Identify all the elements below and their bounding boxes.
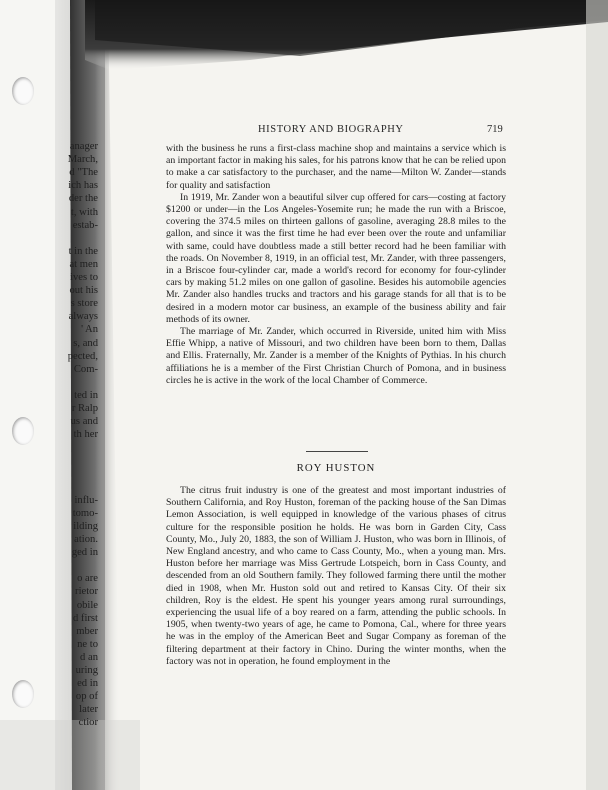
running-head: HISTORY AND BIOGRAPHY bbox=[258, 124, 404, 135]
left-page-line: d first bbox=[72, 612, 98, 624]
left-page-line: ' An bbox=[81, 324, 98, 336]
left-page-line: s store bbox=[70, 298, 98, 310]
body-paragraph: The marriage of Mr. Zander, which occurred in Riverside, united him with Miss Effie Whipp, a native of Missouri, and two children have been born to them, Dallas and Ellis. Fraternally, Mr. Zander is a member of the Knights of Pythias. In his church affiliations he is a member of the First Christian Church of Pomona, and in business circles he is active in the work of the local Chamber of Commerce. bbox=[166, 326, 506, 386]
body-paragraph: with the business he runs a first-class machine shop and maintains a service which is an important factor in making his sales, for his patrons know that he can be relied upon to make a car satisfactory to the purchaser, and the name—Milton W. Zander—stands for quality and satisfaction bbox=[166, 143, 506, 191]
left-page-line: pected, bbox=[67, 350, 98, 362]
left-page-line: ation. bbox=[74, 534, 98, 545]
left-page-line: ne to bbox=[77, 638, 98, 650]
page-number: 719 bbox=[487, 124, 503, 135]
left-page-line: influ- bbox=[74, 494, 98, 506]
left-page-line: t in the bbox=[68, 245, 98, 257]
huston-article bbox=[166, 485, 506, 668]
left-page-line: Com- bbox=[73, 363, 98, 375]
left-page-line: th her bbox=[73, 429, 98, 441]
left-page-line: us and bbox=[70, 416, 98, 428]
left-page-line: t, with bbox=[70, 206, 98, 218]
body-paragraph: In 1919, Mr. Zander won a beautiful silver cup offered for cars—costing at factory $1200 or under—in the Los Angeles-Yosemite run; he made the run with a Briscoe, covering the 374.5 miles on thirteen gallons of gasoline, averaging 28.8 miles to the gallon, and since it was the first time he had ever been over the route and unfamiliar with same, could have doubtless made a still better record had he been familiar with the roads. On November 8, 1919, in an official test, Mr. Zander, with three passengers, in a Briscoe four-cylinder car, made a world's record for economy for four-cylinder cars by making 51.2 miles on one gallon of gasoline. Besides his automobile agencies Mr. Zander also handles trucks and tractors and his garage stands for all that is to be desired in a modern motor car business, an example of the business ability and fair methods of its owner. bbox=[166, 191, 506, 325]
left-page-line: ilding bbox=[73, 520, 98, 532]
left-page-line: out his bbox=[69, 285, 98, 297]
left-page-line: tomo- bbox=[72, 507, 98, 519]
left-page-line: obile bbox=[76, 599, 98, 611]
left-page-line: always bbox=[68, 311, 98, 323]
left-page-line: ctior bbox=[78, 717, 98, 729]
left-page-line: uring bbox=[75, 665, 98, 676]
section-paragraph: The citrus fruit industry is one of the greatest and most important industries of Southern California, and Roy Huston, foreman of the packing house of the San Dimas Lemon Association, is well equipped in knowledge of the various phases of citrus culture for the responsible position he holds. He was born in Garden City, Cass County, Mo., July 20, 1883, the son of William J. Huston, who was born in Illinois, of New England ancestry, and who came to Cass County, Mo., when a young man. Mrs. Huston before her marriage was Miss Gertrude Lotspeich, born in Cass County, and descended from an old Southern family. They followed farming there until the mother died in 1908, when Mr. Huston sold out and retired to Kansas City. Of their six children, Roy is the eldest. He spent his younger years among rural surroundings, experiencing the usual life of a boy reared on a farm, attending the public schools. In 1905, when twenty-two years of age, he came to Pomona, Cal., where for three years he was in the employ of the American Beet and Sugar Company as foreman of the filtering department at their factory in Chino. During the winter months, when the factory was not in operation, he found employment in the bbox=[166, 485, 506, 667]
left-page-line: estab- bbox=[72, 219, 98, 231]
section-divider-rule bbox=[306, 451, 368, 452]
left-page-line: ted in bbox=[74, 389, 98, 401]
left-page-line: der the bbox=[68, 193, 98, 205]
left-page-line: o are bbox=[77, 573, 98, 585]
left-page-line: d an bbox=[80, 651, 98, 663]
left-page-line: rietor bbox=[75, 586, 98, 598]
left-page-line: at men bbox=[69, 258, 98, 270]
left-page-line: March, bbox=[67, 154, 98, 166]
left-page-line: r Ralp bbox=[71, 403, 98, 414]
left-page-line: ich has bbox=[68, 180, 98, 192]
left-page-line: s, and bbox=[73, 337, 98, 349]
left-page-line: ged in bbox=[71, 547, 98, 559]
left-page-line: op of bbox=[75, 691, 98, 703]
left-page-line: later bbox=[79, 704, 98, 716]
left-page-line: anager bbox=[69, 141, 98, 152]
section-title: ROY HUSTON bbox=[296, 462, 376, 474]
left-page-line: d "The bbox=[69, 167, 98, 179]
left-page-line: ives to bbox=[70, 272, 98, 283]
left-page-line: mber bbox=[76, 625, 98, 637]
left-page-line: ed in bbox=[77, 678, 98, 690]
zander-article-continuation bbox=[166, 143, 506, 387]
